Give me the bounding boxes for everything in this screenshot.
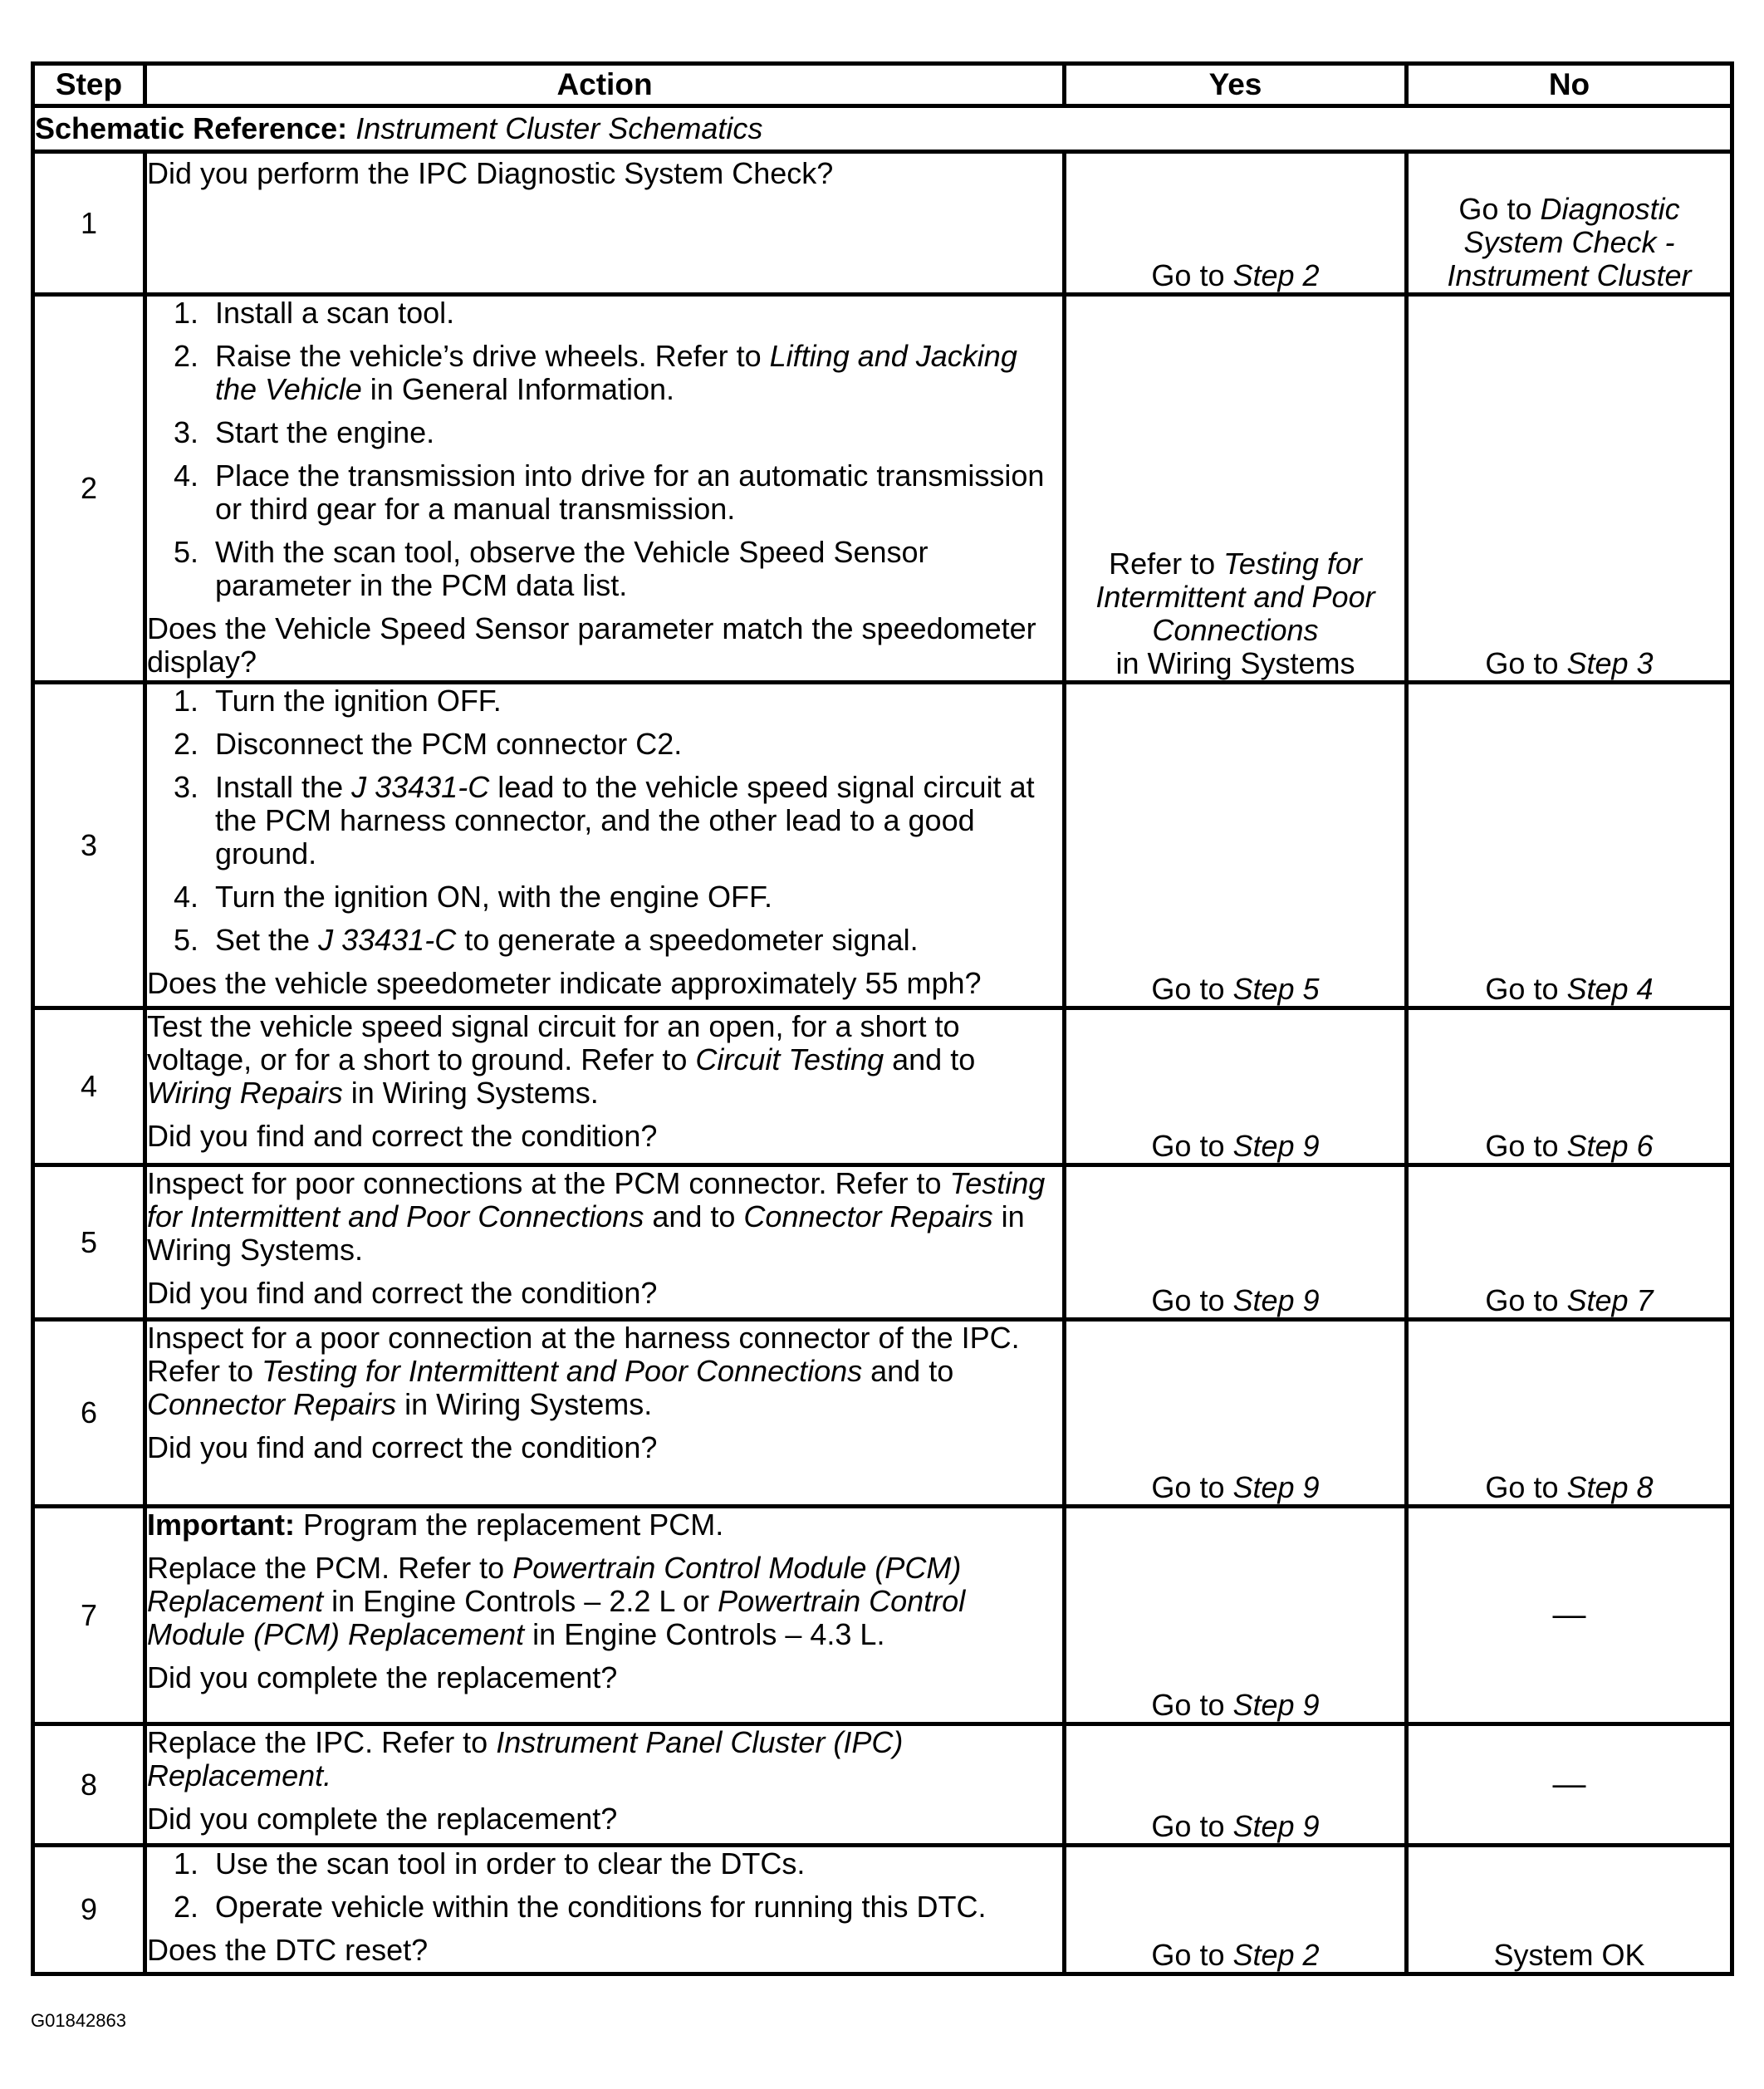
question: Does the Vehicle Speed Sensor parameter match the speedometer display? [147,611,1036,679]
procedure-item [147,1890,1062,1924]
header-step: Step [33,64,145,106]
no-prefix: Go to [1485,1470,1567,1504]
procedure-item [147,416,1062,449]
yes-prefix: Go to [1151,1809,1233,1843]
action-cell [145,1320,1065,1507]
no-result: — [1552,1596,1586,1633]
yes-prefix: Go to [1151,258,1233,292]
yes-cell [1065,1507,1407,1724]
item-number: 4. [174,880,199,914]
header-yes: Yes [1065,64,1407,106]
yes-prefix: Go to [1151,972,1233,1006]
yes-target-link[interactable]: Step 2 [1232,1938,1320,1972]
text-segment: Raise the vehicle’s drive wheels. Refer to [215,339,770,373]
important-note [147,1508,1062,1542]
step-number: 8 [33,1724,145,1846]
no-target-link[interactable]: Step 7 [1566,1283,1654,1317]
procedure-item [147,924,1062,957]
no-target-link[interactable]: Step 8 [1566,1470,1654,1504]
yes-target-link[interactable]: Step 9 [1232,1688,1320,1722]
yes-target-link[interactable]: Testing for Intermittent and Poor Connections [1095,547,1375,647]
yes-cell [1065,683,1407,1008]
step-row [33,1846,1732,1974]
item-text [215,459,1044,526]
action-cell [145,1724,1065,1846]
yes-prefix: Go to [1151,1283,1233,1317]
schematic-label: Schematic Reference: [35,111,348,145]
step-number: 3 [33,683,145,1008]
reference-link: Connector Repairs [743,1199,993,1233]
text-segment: Test the vehicle speed signal circuit for an open, for a short to voltage, or for a short to ground. Refer to [147,1009,960,1076]
action-text [147,1552,1062,1651]
item-text [215,880,772,914]
text-segment: and to [884,1042,976,1076]
reference-link: Powertrain Control Module (PCM) Replacement [147,1551,962,1618]
yes-suffix: in Wiring Systems [1115,646,1355,680]
text-segment: Replace the PCM. Refer to [147,1551,513,1585]
no-cell [1407,295,1732,683]
no-cell [1407,1724,1732,1846]
step-number: 6 [33,1320,145,1507]
step-row [33,295,1732,683]
action-text [147,1322,1062,1421]
item-text [215,727,682,761]
text-segment: in General Information. [361,372,674,406]
text-segment: Disconnect the PCM connector C2. [215,727,683,761]
step-row [33,152,1732,295]
text-segment: Turn the ignition ON, with the engine OFF. [215,880,772,914]
yes-target-link[interactable]: Step 9 [1232,1283,1320,1317]
yes-cell [1065,1165,1407,1320]
item-number: 4. [174,459,199,493]
yes-target-link[interactable]: Step 9 [1232,1470,1320,1504]
no-cell [1407,683,1732,1008]
item-number: 5. [174,923,199,957]
action-cell [145,1165,1065,1320]
no-target-link[interactable]: Step 4 [1566,972,1654,1006]
step-row [33,1507,1732,1724]
procedure-item [147,340,1062,406]
reference-link: Circuit Testing [695,1042,884,1076]
diagnostic-table [31,61,1734,1976]
text-segment: in Engine Controls – 4.3 L. [524,1617,885,1651]
procedure-item [147,459,1062,526]
text-segment: Operate vehicle within the conditions for running this DTC. [215,1890,987,1924]
item-number: 2. [174,727,199,761]
yes-target-link[interactable]: Step 2 [1232,258,1320,292]
question: Did you find and correct the condition? [147,1119,658,1153]
yes-prefix: Go to [1151,1938,1233,1972]
step-row [33,1165,1732,1320]
yes-prefix: Refer to [1109,547,1224,581]
question: Does the DTC reset? [147,1933,429,1967]
no-target-link[interactable]: Step 6 [1566,1129,1654,1163]
question: Does the vehicle speedometer indicate approximately 55 mph? [147,966,982,1000]
yes-target-link[interactable]: Step 9 [1232,1809,1320,1843]
schematic-reference [33,106,1732,152]
item-text [215,535,929,602]
yes-prefix: Go to [1151,1688,1233,1722]
yes-cell [1065,295,1407,683]
text-segment: Replace the IPC. Refer to [147,1725,497,1759]
item-number: 1. [174,296,199,330]
item-text [215,339,1017,406]
action-cell [145,295,1065,683]
yes-target-link[interactable]: Step 9 [1232,1129,1320,1163]
action-cell [145,1008,1065,1165]
step-row [33,683,1732,1008]
item-text [215,1890,986,1924]
step-row [33,1320,1732,1507]
reference-link: Connector Repairs [147,1387,397,1421]
reference-link: Testing for Intermittent and Poor Connections [147,1166,1046,1233]
reference-link: Instrument Panel Cluster (IPC) Replacement. [147,1725,904,1792]
action-cell [145,152,1065,295]
item-number: 2. [174,339,199,373]
yes-cell [1065,152,1407,295]
yes-cell [1065,1846,1407,1974]
procedure-item [147,297,1062,330]
text-segment: in Engine Controls – 2.2 L or [323,1584,718,1618]
step-number: 2 [33,295,145,683]
item-text [215,415,434,449]
header-no: No [1407,64,1732,106]
reference-link: Wiring Repairs [147,1076,343,1110]
yes-target-link[interactable]: Step 5 [1232,972,1320,1006]
text-segment: in Wiring Systems. [342,1076,599,1110]
yes-prefix: Go to [1151,1129,1233,1163]
step-number: 1 [33,152,145,295]
reference-link: Lifting and Jacking the Vehicle [215,339,1017,406]
action-text [147,1010,1062,1110]
question: Did you complete the replacement? [147,1802,618,1836]
text-segment: Install the [215,770,352,804]
step-number: 4 [33,1008,145,1165]
text-segment: Inspect for a poor connection at the harness connector of the IPC. Refer to [147,1321,1020,1388]
text-segment: and to [644,1199,744,1233]
text-segment: Install a scan tool. [215,296,455,330]
item-text [215,770,1035,870]
no-cell [1407,1507,1732,1724]
no-prefix: Go to [1485,972,1567,1006]
no-cell [1407,1846,1732,1974]
action-cell [145,1507,1065,1724]
text-segment: and to [862,1354,954,1388]
question: Did you find and correct the condition? [147,1276,658,1310]
figure-id: G01842863 [31,2010,126,2031]
text-segment: Place the transmission into drive for an automatic transmission or third gear for a manual transmission. [215,459,1045,526]
yes-cell [1065,1320,1407,1507]
procedure-item [147,536,1062,602]
no-result: System OK [1493,1938,1645,1972]
no-prefix: Go to [1458,192,1541,226]
no-target-link[interactable]: Step 3 [1566,646,1654,680]
no-cell [1407,1165,1732,1320]
item-text [215,1846,805,1881]
procedure-item [147,1847,1062,1881]
important-text: Program the replacement PCM. [303,1508,724,1542]
procedure-list [147,684,1062,957]
no-cell [1407,152,1732,295]
procedure-item [147,684,1062,718]
step-number: 9 [33,1846,145,1974]
schematic-row [33,106,1732,152]
no-prefix: Go to [1485,1283,1567,1317]
question: Did you perform the IPC Diagnostic System Check? [147,156,834,190]
reference-link: J 33431-C [351,770,490,804]
text-segment: to generate a speedometer signal. [456,923,919,957]
text-segment: Start the engine. [215,415,435,449]
text-segment: With the scan tool, observe the Vehicle Speed Sensor parameter in the PCM data list. [215,535,929,602]
question: Did you find and correct the condition? [147,1430,658,1464]
important-label: Important: [147,1508,295,1542]
procedure-list [147,297,1062,602]
text-segment: Set the [215,923,319,957]
item-text [215,923,919,957]
yes-prefix: Go to [1151,1470,1233,1504]
no-target-link[interactable]: Diagnostic System Check - Instrument Cluster [1447,192,1692,292]
action-cell [145,1846,1065,1974]
reference-link: Testing for Intermittent and Poor Connections [262,1354,863,1388]
yes-cell [1065,1724,1407,1846]
schematic-value: Instrument Cluster Schematics [355,111,763,145]
action-text [147,1167,1062,1267]
header-action: Action [145,64,1065,106]
text-segment: lead to the vehicle speed signal circuit at the PCM harness connector, and the other lead to a good ground. [215,770,1035,870]
step-row [33,1008,1732,1165]
question: Did you complete the replacement? [147,1660,618,1694]
item-number: 5. [174,535,199,569]
step-row [33,1724,1732,1846]
procedure-item [147,728,1062,761]
text-segment: Inspect for poor connections at the PCM connector. Refer to [147,1166,950,1200]
step-number: 5 [33,1165,145,1320]
procedure-item [147,771,1062,870]
yes-cell [1065,1008,1407,1165]
step-number: 7 [33,1507,145,1724]
text-segment: Turn the ignition OFF. [215,684,502,718]
no-result: — [1552,1766,1586,1802]
header-row [33,64,1732,106]
no-cell [1407,1320,1732,1507]
no-prefix: Go to [1485,1129,1567,1163]
procedure-item [147,880,1062,914]
reference-link: J 33431-C [318,923,457,957]
no-prefix: Go to [1485,646,1567,680]
item-text [215,684,502,718]
text-segment: in Wiring Systems. [396,1387,653,1421]
item-text [215,296,454,330]
item-number: 3. [174,415,199,449]
action-text [147,1726,1062,1792]
no-cell [1407,1008,1732,1165]
action-cell [145,683,1065,1008]
reference-link: Powertrain Control Module (PCM) Replacement [147,1584,966,1651]
procedure-list [147,1847,1062,1924]
item-number: 1. [174,684,199,718]
text-segment: Use the scan tool in order to clear the DTCs. [215,1846,806,1881]
item-number: 3. [174,770,199,804]
item-number: 2. [174,1890,199,1924]
diagnostic-table-container [31,61,1734,1976]
text-segment: in Wiring Systems. [147,1199,1025,1267]
item-number: 1. [174,1846,199,1881]
